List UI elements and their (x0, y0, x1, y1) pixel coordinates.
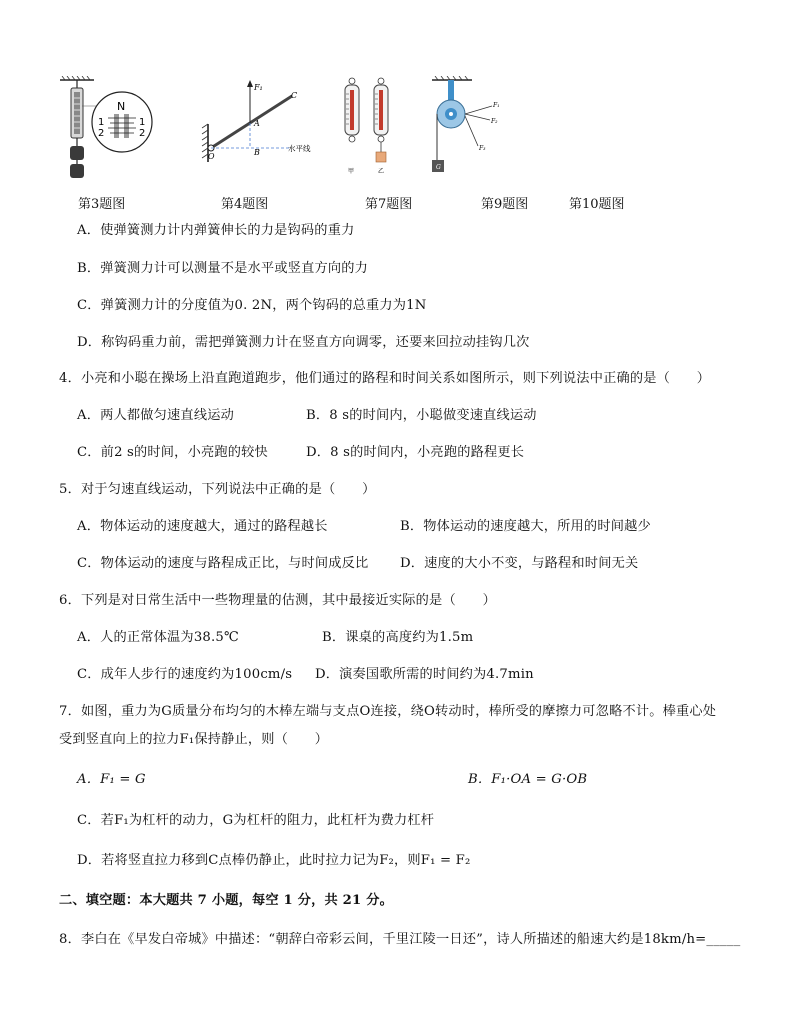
fig9-label-g: G (436, 164, 441, 171)
scale-yi (374, 78, 388, 162)
section-fill-in-title: 二、填空题：本大题共 7 小题，每空 1 分，共 21 分。 (59, 893, 393, 908)
q5-option-b: B．物体运动的速度越大，所用的时间越少 (400, 519, 651, 534)
fig3-label-n: N (117, 100, 126, 113)
fig9-label-f2: F₂ (491, 118, 498, 125)
q6-option-b: B．课桌的高度约为1.5m (322, 630, 474, 645)
figure-q4-lever (200, 78, 325, 162)
scale-jia (345, 78, 359, 142)
figure-q9-pulley (430, 76, 522, 176)
fig4-label-f1: F₁ (254, 83, 263, 92)
caption-fig10: 第10题图 (569, 197, 625, 212)
q7-option-a: A．F₁ = G (77, 772, 146, 787)
fig4-label-a: A (254, 119, 260, 128)
caption-fig4: 第4题图 (221, 197, 269, 212)
fig9-label-f1: F₁ (493, 102, 500, 109)
fig7-label-jia: 甲 (348, 168, 355, 175)
q5-option-c: C．物体运动的速度与路程成正比，与时间成反比 (77, 556, 369, 571)
q5-option-a: A．物体运动的速度越大，通过的路程越长 (77, 519, 328, 534)
caption-fig7: 第7题图 (365, 197, 413, 212)
q6-option-c: C．成年人步行的速度约为100cm/s (77, 667, 293, 682)
q6-option-a: A．人的正常体温为38.5℃ (77, 630, 239, 645)
fig7-label-yi: 乙 (378, 168, 385, 175)
q6-stem: 6．下列是对日常生活中一些物理量的估测，其中最接近实际的是（ ） (59, 593, 496, 608)
q4-option-b: B．8 s的时间内，小聪做变速直线运动 (306, 408, 537, 423)
q6-option-d: D．演奏国歌所需的时间约为4.7min (315, 667, 534, 682)
fig4-label-c: C (291, 91, 298, 100)
q3-option-c: C．弹簧测力计的分度值为0. 2N，两个钩码的总重力为1N (77, 298, 427, 313)
caption-fig9: 第9题图 (481, 197, 529, 212)
fig4-label-o: O (208, 152, 215, 161)
fig3-label-r1: 1 (139, 117, 146, 128)
caption-fig3: 第3题图 (78, 197, 126, 212)
q3-option-a: A．使弹簧测力计内弹簧伸长的力是钩码的重力 (77, 223, 355, 238)
figure-q7-spring-scales (338, 76, 398, 176)
q4-option-d: D．8 s的时间内，小亮跑的路程更长 (306, 445, 525, 460)
q3-option-d: D．称钩码重力前，需把弹簧测力计在竖直方向调零，还要来回拉动挂钩几次 (77, 335, 530, 350)
q7-stem-line1: 7．如图，重力为G质量分布均匀的木棒左端与支点O连接，绕O转动时，棒所受的摩擦力可忽略不计。棒重心处 (59, 704, 717, 719)
q7-option-c: C．若F₁为杠杆的动力，G为杠杆的阻力，此杠杆为费力杠杆 (77, 813, 435, 828)
q7-option-b: B．F₁·OA = G·OB (468, 772, 588, 787)
q5-option-d: D．速度的大小不变，与路程和时间无关 (400, 556, 639, 571)
fig3-label-l2: 2 (98, 128, 105, 139)
q8-stem: 8．李白在《早发白帝城》中描述：“朝辞白帝彩云间，千里江陵一日还”，诗人所描述的船速大约是18km/h=_____ (59, 932, 741, 947)
q4-option-a: A．两人都做匀速直线运动 (77, 408, 234, 423)
fig4-label-horizontal: 水平线 (288, 144, 311, 153)
q4-option-c: C．前2 s的时间，小亮跑的较快 (77, 445, 268, 460)
q7-stem-line2: 受到竖直向上的拉力F₁保持静止，则（ ） (59, 732, 329, 747)
figure-q3-spring-scale (58, 76, 158, 184)
q4-stem: 4．小亮和小聪在操场上沿直跑道跑步，他们通过的路程和时间关系如图所示，则下列说法中正确的是（ ） (59, 371, 711, 386)
q5-stem: 5．对于匀速直线运动，下列说法中正确的是（ ） (59, 482, 376, 497)
q3-option-b: B．弹簧测力计可以测量不是水平或竖直方向的力 (77, 261, 369, 276)
q7-option-d: D．若将竖直拉力移到C点棒仍静止，此时拉力记为F₂，则F₁ = F₂ (77, 853, 471, 868)
fig3-label-l1: 1 (98, 117, 105, 128)
fig9-label-f3: F₃ (479, 145, 486, 152)
fig4-label-b: B (254, 148, 260, 157)
fig3-label-r2: 2 (139, 128, 146, 139)
